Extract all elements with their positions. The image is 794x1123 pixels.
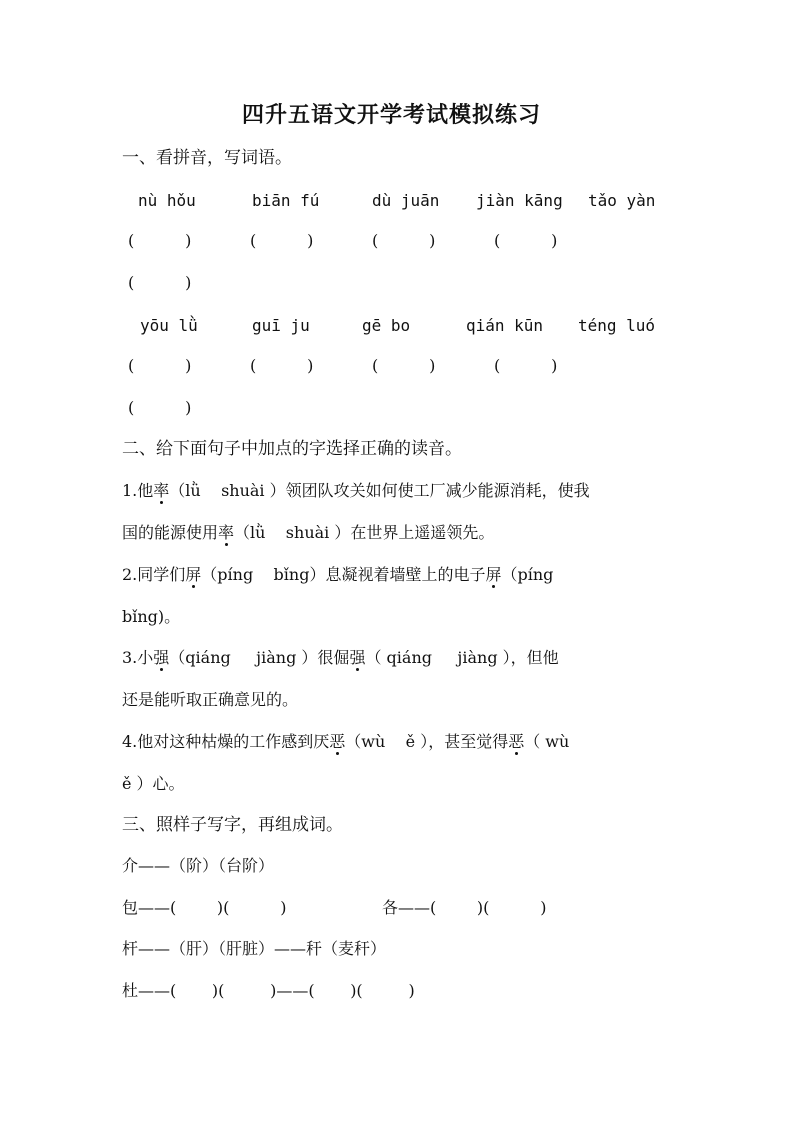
pinyin-item: tǎo yàn <box>588 191 656 210</box>
answer-blank[interactable]: ( ) <box>128 356 192 375</box>
question-4-line-1: 4.他对这种枯燥的工作感到厌恶（wù ě ），甚至觉得恶（ wù <box>122 732 570 751</box>
pinyin-item: jiàn kāng <box>476 191 563 210</box>
answer-blank[interactable]: ( ) <box>128 273 192 292</box>
pinyin-item: nù hǒu <box>138 191 196 210</box>
pinyin-item: guī ju <box>252 316 310 335</box>
answer-blank[interactable]: ( ) <box>128 398 192 417</box>
question-3-line-1: 3.小强（qiáng jiàng ）很倔强（ qiáng jiàng ），但他 <box>122 648 559 667</box>
dotted-char: 率 <box>153 481 170 500</box>
question-2-line-1: 2.同学们屏（píng bǐng）息凝视着墙壁上的电子屏（píng <box>122 565 554 584</box>
answer-blank[interactable]: ( ) <box>494 356 558 375</box>
pinyin-item: qián kūn <box>466 316 544 335</box>
page-title: 四升五语文开学考试模拟练习 <box>242 102 542 128</box>
pinyin-item: biān fú <box>252 191 320 210</box>
example-line: 介——（阶）（台阶） <box>122 856 275 875</box>
exercise-line[interactable]: 包——( )( ) <box>122 898 287 917</box>
section3-heading: 三、照样子写字，再组成词。 <box>122 815 343 835</box>
dotted-char: 率 <box>218 523 235 542</box>
dotted-char: 强 <box>153 648 170 667</box>
example-line: 杆——（肝）（肝脏）——秆（麦秆） <box>122 939 387 958</box>
answer-blank[interactable]: ( ) <box>494 231 558 250</box>
section1-heading: 一、看拼音，写词语。 <box>122 148 292 168</box>
question-3-line-2: 还是能听取正确意见的。 <box>122 690 299 709</box>
answer-blank[interactable]: ( ) <box>372 231 436 250</box>
dotted-char: 强 <box>349 648 366 667</box>
question-4-line-2: ě ）心。 <box>122 774 185 793</box>
pinyin-item: dù juān <box>372 191 440 210</box>
answer-blank[interactable]: ( ) <box>250 231 314 250</box>
answer-blank[interactable]: ( ) <box>128 231 192 250</box>
pinyin-item: téng luó <box>578 316 656 335</box>
dotted-char: 屏 <box>185 565 202 584</box>
exercise-line[interactable]: 各——( )( ) <box>382 898 547 917</box>
answer-blank[interactable]: ( ) <box>250 356 314 375</box>
dotted-char: 恶 <box>329 732 346 751</box>
pinyin-item: gē bo <box>362 316 411 335</box>
question-2-line-2: bǐng)。 <box>122 607 181 626</box>
dotted-char: 屏 <box>485 565 502 584</box>
answer-blank[interactable]: ( ) <box>372 356 436 375</box>
pinyin-item: yōu lǜ <box>140 316 198 335</box>
question-1-line-2: 国的能源使用率（lǜ shuài ）在世界上遥遥领先。 <box>122 523 495 542</box>
exercise-line[interactable]: 杜——( )( )——( )( ) <box>122 981 415 1000</box>
question-1-line-1: 1.他率（lǜ shuài ）领团队攻关如何使工厂减少能源消耗，使我 <box>122 481 590 500</box>
section2-heading: 二、给下面句子中加点的字选择正确的读音。 <box>122 439 462 459</box>
dotted-char: 恶 <box>508 732 525 751</box>
